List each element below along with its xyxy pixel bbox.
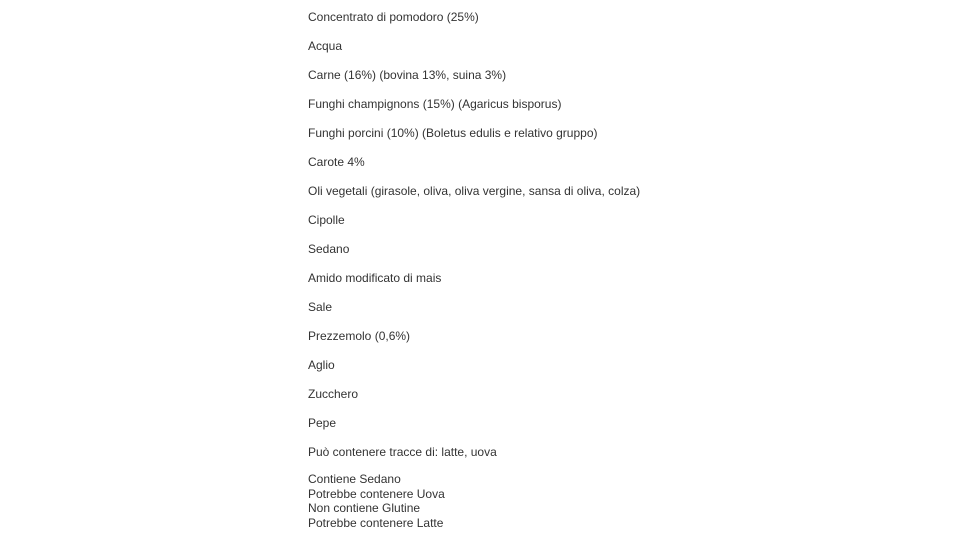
ingredient-item: Funghi champignons (15%) (Agaricus bisporus) bbox=[308, 97, 562, 111]
ingredient-item: Carne (16%) (bovina 13%, suina 3%) bbox=[308, 68, 507, 82]
allergen-line: Contiene Sedano bbox=[308, 472, 401, 486]
ingredient-item: Acqua bbox=[308, 39, 343, 53]
ingredient-item: Oli vegetali (girasole, oliva, oliva vergine, sansa di oliva, colza) bbox=[308, 184, 641, 198]
ingredient-item: Sale bbox=[308, 300, 333, 314]
ingredient-item: Sedano bbox=[308, 242, 350, 256]
ingredient-item: Amido modificato di mais bbox=[308, 271, 442, 285]
ingredient-item: Funghi porcini (10%) (Boletus edulis e relativo gruppo) bbox=[308, 126, 598, 140]
ingredient-item: Prezzemolo (0,6%) bbox=[308, 329, 411, 343]
allergen-line: Potrebbe contenere Uova bbox=[308, 486, 445, 501]
ingredient-item: Concentrato di pomodoro (25%) bbox=[308, 10, 479, 24]
ingredient-item: Zucchero bbox=[308, 387, 359, 401]
allergen-trace-note: Può contenere tracce di: latte, uova bbox=[308, 445, 497, 459]
allergen-line: Potrebbe contenere Latte bbox=[308, 515, 444, 530]
allergen-line: Non contiene Glutine bbox=[308, 501, 421, 515]
ingredient-item: Cipolle bbox=[308, 213, 345, 227]
allergen-info bbox=[308, 472, 445, 530]
ingredient-item: Pepe bbox=[308, 416, 337, 430]
ingredients-list bbox=[308, 9, 640, 473]
ingredient-item: Carote 4% bbox=[308, 155, 365, 169]
ingredient-item: Aglio bbox=[308, 358, 335, 372]
